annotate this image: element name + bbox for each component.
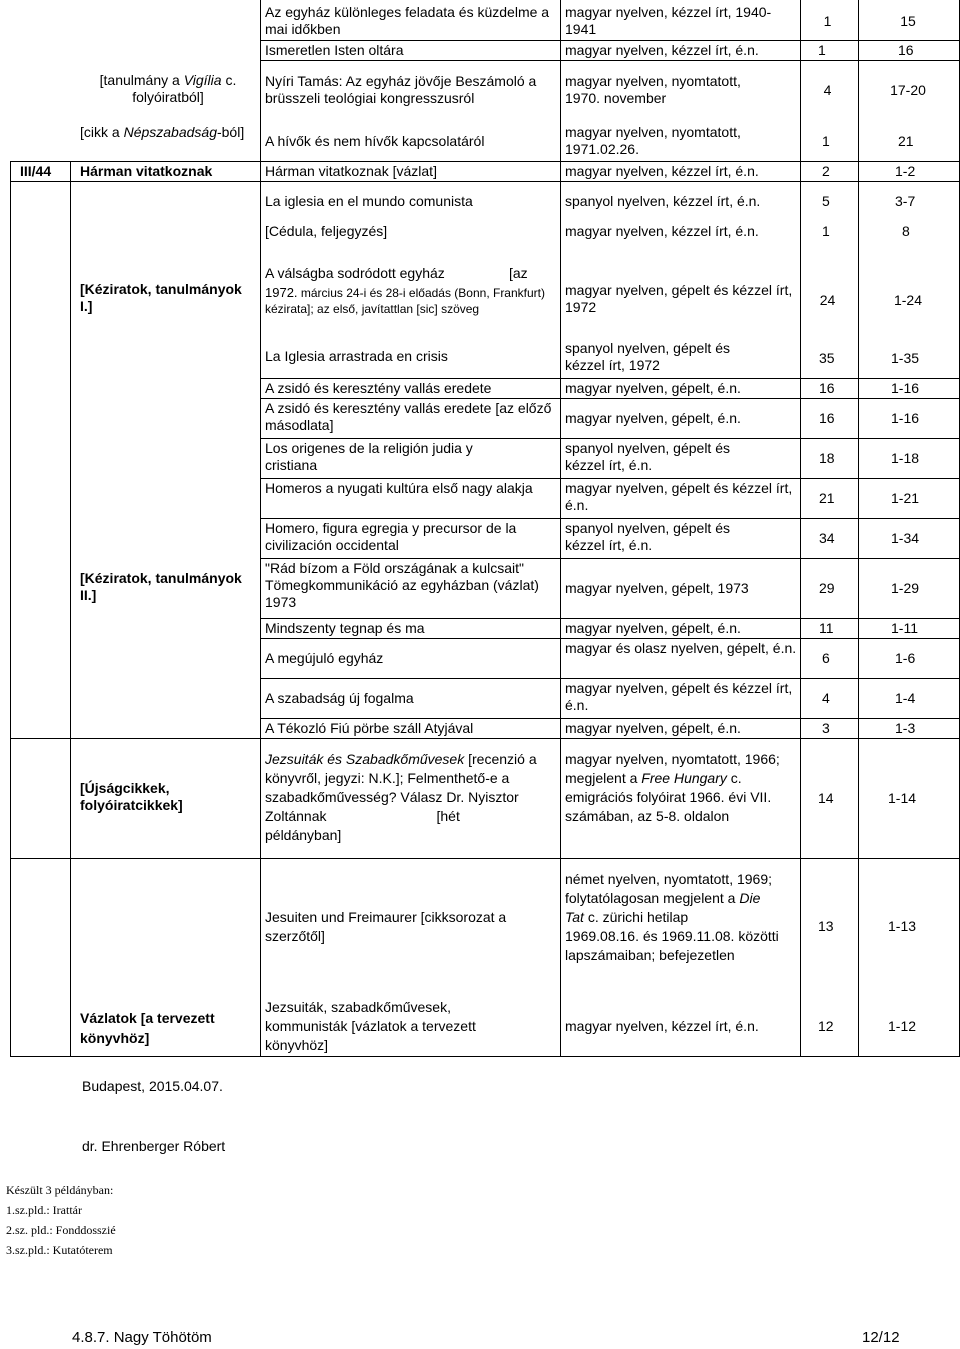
item-count: 2 bbox=[822, 163, 830, 179]
item-pages: 8 bbox=[902, 223, 910, 239]
item-title: Jezsuiták, szabadkőművesek, kommunisták [vázlatok a tervezett könyvhöz] bbox=[265, 999, 476, 1053]
item-count: 1 bbox=[823, 13, 832, 29]
item-description: magyar nyelven, gépelt, 1973 bbox=[565, 580, 749, 596]
copy-line: 1.sz.pld.: Irattár bbox=[6, 1203, 82, 1217]
group-label: [cikk a Népszabadság-ból] bbox=[80, 124, 245, 140]
item-title-detail: 1972. március 24-i és 28-i előadás (Bonn, Frankfurt) kézirata]; az első, javítattlan [sic] szöveg bbox=[265, 285, 545, 316]
item-title: Ismeretlen Isten oltára bbox=[265, 42, 404, 58]
item-count: 1 bbox=[822, 223, 830, 239]
item-count: 21 bbox=[819, 490, 835, 506]
row-divider bbox=[10, 161, 960, 162]
item-count: 1 bbox=[822, 133, 830, 149]
item-pages: 15 bbox=[900, 13, 916, 29]
item-description: magyar nyelven, gépelt és kézzel írt, é.n. bbox=[565, 480, 793, 513]
row-divider bbox=[260, 478, 960, 479]
item-description: magyar nyelven, gépelt, é.n. bbox=[565, 620, 741, 636]
item-title: Jesuiten und Freimaurer [cikksorozat a szerzőtől] bbox=[265, 909, 507, 944]
row-divider bbox=[260, 378, 960, 379]
item-description: spanyol nyelven, gépelt és kézzel írt, é.n. bbox=[565, 440, 730, 473]
item-description: magyar nyelven, nyomtatott, 1970. november bbox=[565, 73, 741, 106]
row-divider bbox=[260, 678, 960, 679]
item-pages: 1-16 bbox=[891, 410, 920, 426]
item-count: 4 bbox=[822, 690, 830, 706]
item-title: La Iglesia arrastrada en crisis bbox=[265, 348, 448, 364]
row-divider bbox=[260, 558, 960, 559]
item-description: magyar nyelven, nyomtatott, 1966; megjelent a Free Hungary c. emigrációs folyóirat 1966. évi VII. számában, az 5-8. oldalon bbox=[565, 751, 780, 824]
item-title: Homero, figura egregia y precursor de la civilización occidental bbox=[265, 520, 517, 553]
item-title: Mindszenty tegnap és ma bbox=[265, 620, 425, 636]
item-pages: 1-2 bbox=[895, 163, 916, 179]
column-line bbox=[858, 0, 859, 1056]
copies-title: Készült 3 példányban: bbox=[6, 1183, 114, 1197]
row-divider bbox=[260, 618, 960, 619]
item-description: magyar nyelven, kézzel írt, 1940-1941 bbox=[565, 4, 772, 37]
item-title: Nyíri Tamás: Az egyház jövője Beszámoló a brüsszeli teológiai kongresszusról bbox=[265, 73, 537, 106]
item-pages: 3-7 bbox=[895, 193, 916, 209]
group-label: [tanulmány a Vigília c. folyóiratból] bbox=[99, 72, 237, 105]
item-title: A zsidó és keresztény vallás eredete bbox=[265, 380, 492, 396]
item-count: 18 bbox=[819, 450, 835, 466]
row-divider bbox=[260, 40, 960, 41]
item-description: spanyol nyelven, kézzel írt, é.n. bbox=[565, 193, 761, 209]
row-divider bbox=[260, 638, 960, 639]
item-title: A megújuló egyház bbox=[265, 650, 384, 666]
item-description: magyar nyelven, kézzel írt, é.n. bbox=[565, 1018, 759, 1034]
item-count: 11 bbox=[819, 620, 834, 636]
item-title: Jezsuiták és Szabadkőművesek [recenzió a könyvről, jegyzi: N.K.]; Felmenthető-e a szabadkőművesség? Válasz Dr. Nyisztor Zoltánnak [hét példányban] bbox=[265, 751, 537, 843]
item-count: 12 bbox=[818, 1018, 834, 1034]
row-divider bbox=[260, 398, 960, 399]
item-pages: 1-24 bbox=[893, 292, 923, 308]
item-description: magyar nyelven, gépelt, é.n. bbox=[565, 380, 741, 396]
item-pages: 1-16 bbox=[891, 380, 920, 396]
item-description: magyar nyelven, gépelt, é.n. bbox=[565, 410, 741, 426]
item-count: 4 bbox=[823, 82, 832, 98]
item-pages: 1-14 bbox=[888, 790, 917, 806]
item-pages: 1-12 bbox=[888, 1018, 917, 1034]
item-count: 16 bbox=[819, 380, 835, 396]
copy-line: 2.sz. pld.: Fonddosszié bbox=[6, 1223, 116, 1237]
column-line bbox=[560, 0, 561, 1056]
page-number: 12/12 bbox=[862, 1329, 900, 1346]
item-description: magyar nyelven, gépelt és kézzel írt, é.n. bbox=[565, 680, 793, 713]
item-pages: 16 bbox=[898, 42, 914, 58]
copy-line: 3.sz.pld.: Kutatóterem bbox=[6, 1243, 113, 1257]
row-divider bbox=[10, 1056, 960, 1057]
item-count: 24 bbox=[819, 292, 836, 308]
item-pages: 17-20 bbox=[890, 82, 926, 98]
item-pages: 1-3 bbox=[895, 720, 916, 736]
item-description: magyar nyelven, nyomtatott, 1971.02.26. bbox=[565, 124, 741, 157]
row-divider bbox=[10, 738, 960, 739]
item-title-line: A válságba sodródott egyház bbox=[265, 265, 445, 281]
group-label: [Újságcikkek, folyóiratcikkek] bbox=[80, 780, 183, 813]
item-pages: 1-35 bbox=[891, 350, 920, 366]
item-description: magyar és olasz nyelven, gépelt, é.n. bbox=[565, 640, 797, 656]
item-count: 1 bbox=[818, 42, 826, 58]
row-divider bbox=[260, 60, 960, 61]
column-line bbox=[260, 0, 261, 1056]
row-divider bbox=[10, 858, 960, 859]
group-label: [Kéziratok, tanulmányok II.] bbox=[80, 570, 242, 603]
item-title: Homeros a nyugati kultúra első nagy alakja bbox=[265, 480, 533, 496]
item-description: magyar nyelven, kézzel írt, é.n. bbox=[565, 223, 759, 239]
item-description: magyar nyelven, kézzel írt, é.n. bbox=[565, 42, 759, 58]
item-pages: 1-13 bbox=[888, 918, 917, 934]
document-id: 4.8.7. Nagy Töhötöm bbox=[72, 1329, 212, 1346]
item-title: Los origenes de la religión judia y cristiana bbox=[265, 440, 473, 473]
item-count: 34 bbox=[819, 530, 835, 546]
place-date: Budapest, 2015.04.07. bbox=[82, 1078, 223, 1094]
item-title: A Tékozló Fiú pörbe száll Atyjával bbox=[265, 720, 474, 736]
signer-name: dr. Ehrenberger Róbert bbox=[82, 1138, 226, 1154]
item-title-line: [az bbox=[509, 265, 528, 281]
item-count: 35 bbox=[819, 350, 835, 366]
item-title: [Cédula, feljegyzés] bbox=[265, 223, 388, 239]
item-count: 29 bbox=[819, 580, 835, 596]
item-count: 3 bbox=[822, 720, 830, 736]
row-divider bbox=[260, 438, 960, 439]
item-count: 6 bbox=[822, 650, 830, 666]
item-count: 13 bbox=[818, 918, 834, 934]
row-divider bbox=[10, 181, 960, 182]
item-count: 16 bbox=[819, 410, 835, 426]
item-count: 5 bbox=[822, 193, 830, 209]
item-pages: 1-34 bbox=[891, 530, 920, 546]
group-label: [Kéziratok, tanulmányok I.] bbox=[80, 281, 242, 314]
item-pages: 1-4 bbox=[895, 690, 916, 706]
item-pages: 1-11 bbox=[891, 620, 918, 636]
item-title: A hívők és nem hívők kapcsolatáról bbox=[265, 133, 485, 149]
item-pages: 1-29 bbox=[891, 580, 920, 596]
item-description: magyar nyelven, kézzel írt, é.n. bbox=[565, 163, 759, 179]
group-label: Vázlatok [a tervezett könyvhöz] bbox=[80, 1010, 215, 1046]
column-line bbox=[800, 0, 801, 1056]
item-title: Az egyház különleges feladata és küzdelme a mai időkben bbox=[265, 4, 550, 37]
row-divider bbox=[260, 518, 960, 519]
item-title: La iglesia en el mundo comunista bbox=[265, 193, 473, 209]
item-title: "Rád bízom a Föld országának a kulcsait" Tömegkommunikáció az egyházban (vázlat) 1973 bbox=[265, 560, 539, 610]
column-line bbox=[70, 161, 71, 1056]
item-count: 14 bbox=[818, 790, 834, 806]
item-pages: 1-21 bbox=[891, 490, 920, 506]
item-title: A szabadság új fogalma bbox=[265, 690, 414, 706]
item-title: A zsidó és keresztény vallás eredete [az előző másodlata] bbox=[265, 400, 552, 433]
item-description: spanyol nyelven, gépelt és kézzel írt, é.n. bbox=[565, 520, 730, 553]
item-description: német nyelven, nyomtatott, 1969; folytatólagosan megjelent a Die Tat c. zürichi hetilap 1969.08.16. és 1969.11.08. közötti lapszámaiban; befejezetlen bbox=[565, 871, 779, 963]
item-pages: 1-18 bbox=[891, 450, 920, 466]
item-description: magyar nyelven, gépelt, é.n. bbox=[565, 720, 741, 736]
item-description: spanyol nyelven, gépelt és kézzel írt, 1972 bbox=[565, 340, 730, 373]
row-divider bbox=[260, 718, 960, 719]
item-pages: 21 bbox=[898, 133, 914, 149]
item-pages: 1-6 bbox=[895, 650, 916, 666]
item-title: Hárman vitatkoznak [vázlat] bbox=[265, 163, 437, 179]
box-code: III/44 bbox=[20, 163, 52, 179]
group-label: Hárman vitatkoznak bbox=[80, 163, 213, 179]
item-description: magyar nyelven, gépelt és kézzel írt, 1972 bbox=[565, 282, 793, 315]
column-line bbox=[10, 161, 11, 1056]
